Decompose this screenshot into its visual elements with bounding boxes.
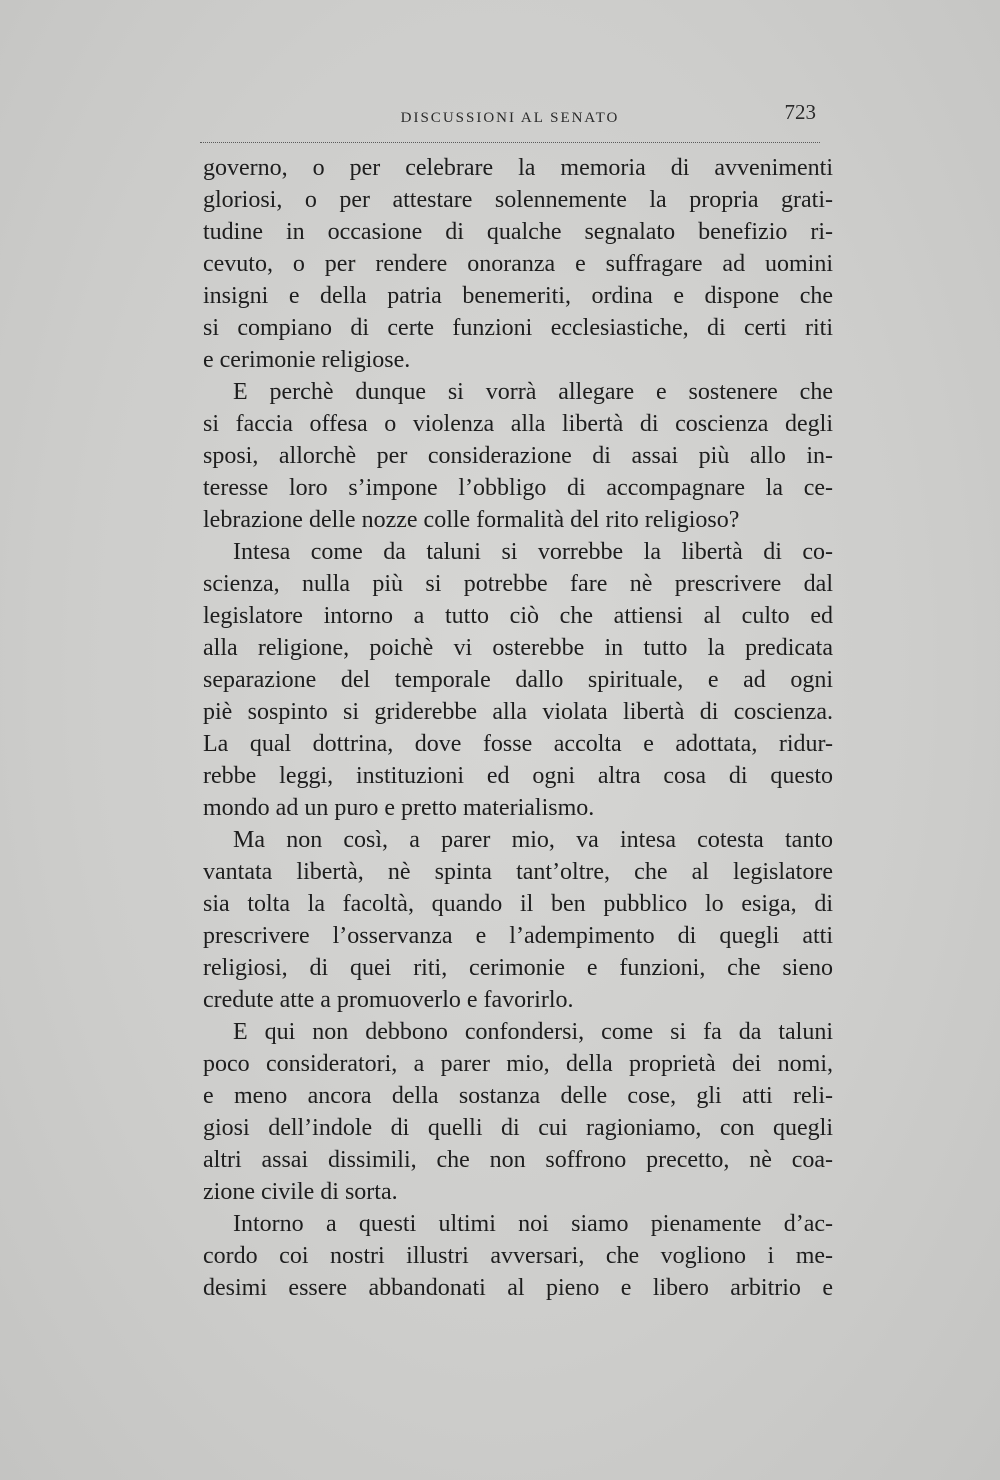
text-line: E qui non debbono confondersi, come si fa da taluni xyxy=(233,1019,833,1045)
text-line: mondo ad un puro e pretto materialismo. xyxy=(203,795,595,821)
text-line: si faccia offesa o violenza alla libertà di coscienza degli xyxy=(203,411,833,437)
text-line: tudine in occasione di qualche segnalato benefizio ri- xyxy=(203,219,833,245)
text-line: e meno ancora della sostanza delle cose, gli atti reli- xyxy=(203,1083,833,1109)
text-line: insigni e della patria benemeriti, ordina e dispone che xyxy=(203,283,833,309)
text-line: e cerimonie religiose. xyxy=(203,347,411,373)
text-line: rebbe leggi, instituzioni ed ogni altra cosa di questo xyxy=(203,763,833,789)
text-line: desimi essere abbandonati al pieno e libero arbitrio e xyxy=(203,1275,833,1301)
text-line: cordo coi nostri illustri avversari, che vogliono i me- xyxy=(203,1243,833,1269)
text-line: La qual dottrina, dove fosse accolta e adottata, ridur- xyxy=(203,731,833,757)
running-head xyxy=(200,96,820,143)
paragraph xyxy=(203,1016,833,1208)
paragraph xyxy=(203,152,833,376)
running-title: DISCUSSIONI AL SENATO xyxy=(400,110,620,126)
text-line: vantata libertà, nè spinta tant’oltre, che al legislatore xyxy=(203,859,833,885)
text-line: giosi dell’indole di quelli di cui ragioniamo, con quegli xyxy=(203,1115,833,1141)
text-line: poco consideratori, a parer mio, della proprietà dei nomi, xyxy=(203,1051,833,1077)
paragraph xyxy=(203,824,833,1016)
text-line: altri assai dissimili, che non soffrono precetto, nè coa- xyxy=(203,1147,833,1173)
text-line: legislatore intorno a tutto ciò che attiensi al culto ed xyxy=(203,603,833,629)
text-line: alla religione, poichè vi osterebbe in tutto la predicata xyxy=(203,635,833,661)
paragraph xyxy=(203,376,833,536)
text-line: E perchè dunque si vorrà allegare e sostenere che xyxy=(233,379,833,405)
text-line: teresse loro s’impone l’obbligo di accompagnare la ce- xyxy=(203,475,833,501)
text-line: piè sospinto si griderebbe alla violata libertà di coscienza. xyxy=(203,699,833,725)
body-text xyxy=(203,152,833,1304)
text-line: prescrivere l’osservanza e l’adempimento di quegli atti xyxy=(203,923,833,949)
text-line: scienza, nulla più si potrebbe fare nè prescrivere dal xyxy=(203,571,833,597)
text-line: separazione del temporale dallo spirituale, e ad ogni xyxy=(203,667,833,693)
paragraph xyxy=(203,1208,833,1304)
text-line: cevuto, o per rendere onoranza e suffragare ad uomini xyxy=(203,251,833,277)
text-line: sposi, allorchè per considerazione di assai più allo in- xyxy=(203,443,833,469)
text-line: si compiano di certe funzioni ecclesiastiche, di certi riti xyxy=(203,315,833,341)
text-line: Ma non così, a parer mio, va intesa cotesta tanto xyxy=(233,827,833,853)
text-line: sia tolta la facoltà, quando il ben pubblico lo esiga, di xyxy=(203,891,833,917)
text-line: lebrazione delle nozze colle formalità del rito religioso? xyxy=(203,507,740,533)
text-line: Intorno a questi ultimi noi siamo pienamente d’ac- xyxy=(233,1211,833,1237)
text-line: governo, o per celebrare la memoria di avvenimenti xyxy=(203,155,833,181)
text-line: Intesa come da taluni si vorrebbe la libertà di co- xyxy=(233,539,833,565)
text-line: credute atte a promuoverlo e favorirlo. xyxy=(203,987,574,1013)
paragraph xyxy=(203,536,833,824)
page-number: 723 xyxy=(784,100,816,124)
text-line: religiosi, di quei riti, cerimonie e funzioni, che sieno xyxy=(203,955,833,981)
text-line: zione civile di sorta. xyxy=(203,1179,398,1205)
text-line: gloriosi, o per attestare solennemente la propria grati- xyxy=(203,187,833,213)
